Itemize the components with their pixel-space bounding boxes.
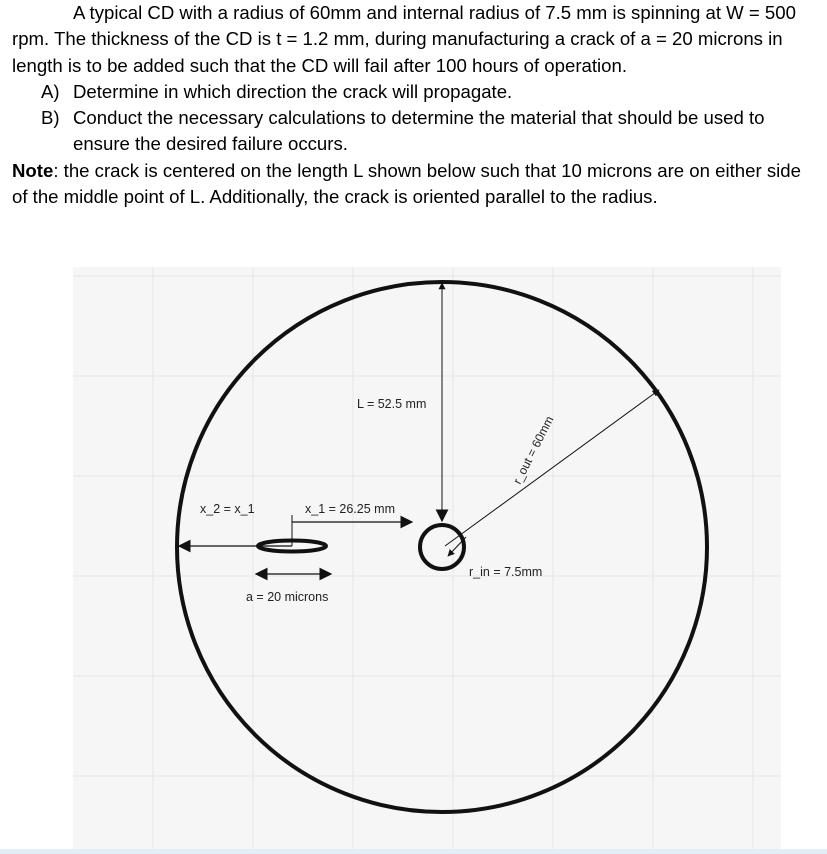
task-label-a: A) [41, 80, 60, 102]
task-item-b [12, 105, 812, 158]
note-label: Note [12, 159, 54, 181]
cd-diagram-svg [73, 267, 781, 849]
note-paragraph [12, 158, 812, 211]
r-out-label: r_out = 60mm [510, 413, 557, 487]
problem-statement [12, 0, 812, 210]
task-list [12, 79, 812, 158]
task-label-b: B) [41, 107, 60, 129]
a-label: a = 20 microns [246, 590, 329, 604]
cd-diagram [73, 267, 781, 849]
x2-label: x_2 = x_1 [200, 502, 255, 516]
x1-label: x_1 = 26.25 mm [305, 502, 395, 516]
task-text-b: Conduct the necessary calculations to determine the material that should be used to ensure the desired failure occurs. [73, 107, 765, 155]
task-item-a [12, 79, 812, 105]
inner-circle [420, 525, 464, 569]
task-text-a: Determine in which direction the crack will propagate. [73, 80, 513, 102]
l-label: L = 52.5 mm [357, 397, 427, 411]
note-text: : the crack is centered on the length L shown below such that 10 microns are on either side of the middle point of L. Additionally, the crack is oriented parallel to the radius. [12, 159, 801, 208]
r-out-arrow [445, 390, 659, 546]
r-in-label: r_in = 7.5mm [469, 565, 543, 579]
bottom-strip [0, 849, 827, 854]
problem-paragraph: A typical CD with a radius of 60mm and internal radius of 7.5 mm is spinning at W = 500 rpm. The thickness of the CD is t = 1.2 mm, during manufacturing a crack of a = 20 microns in length is to be added such that the CD will fail after 100 hours of operation. [12, 2, 796, 76]
